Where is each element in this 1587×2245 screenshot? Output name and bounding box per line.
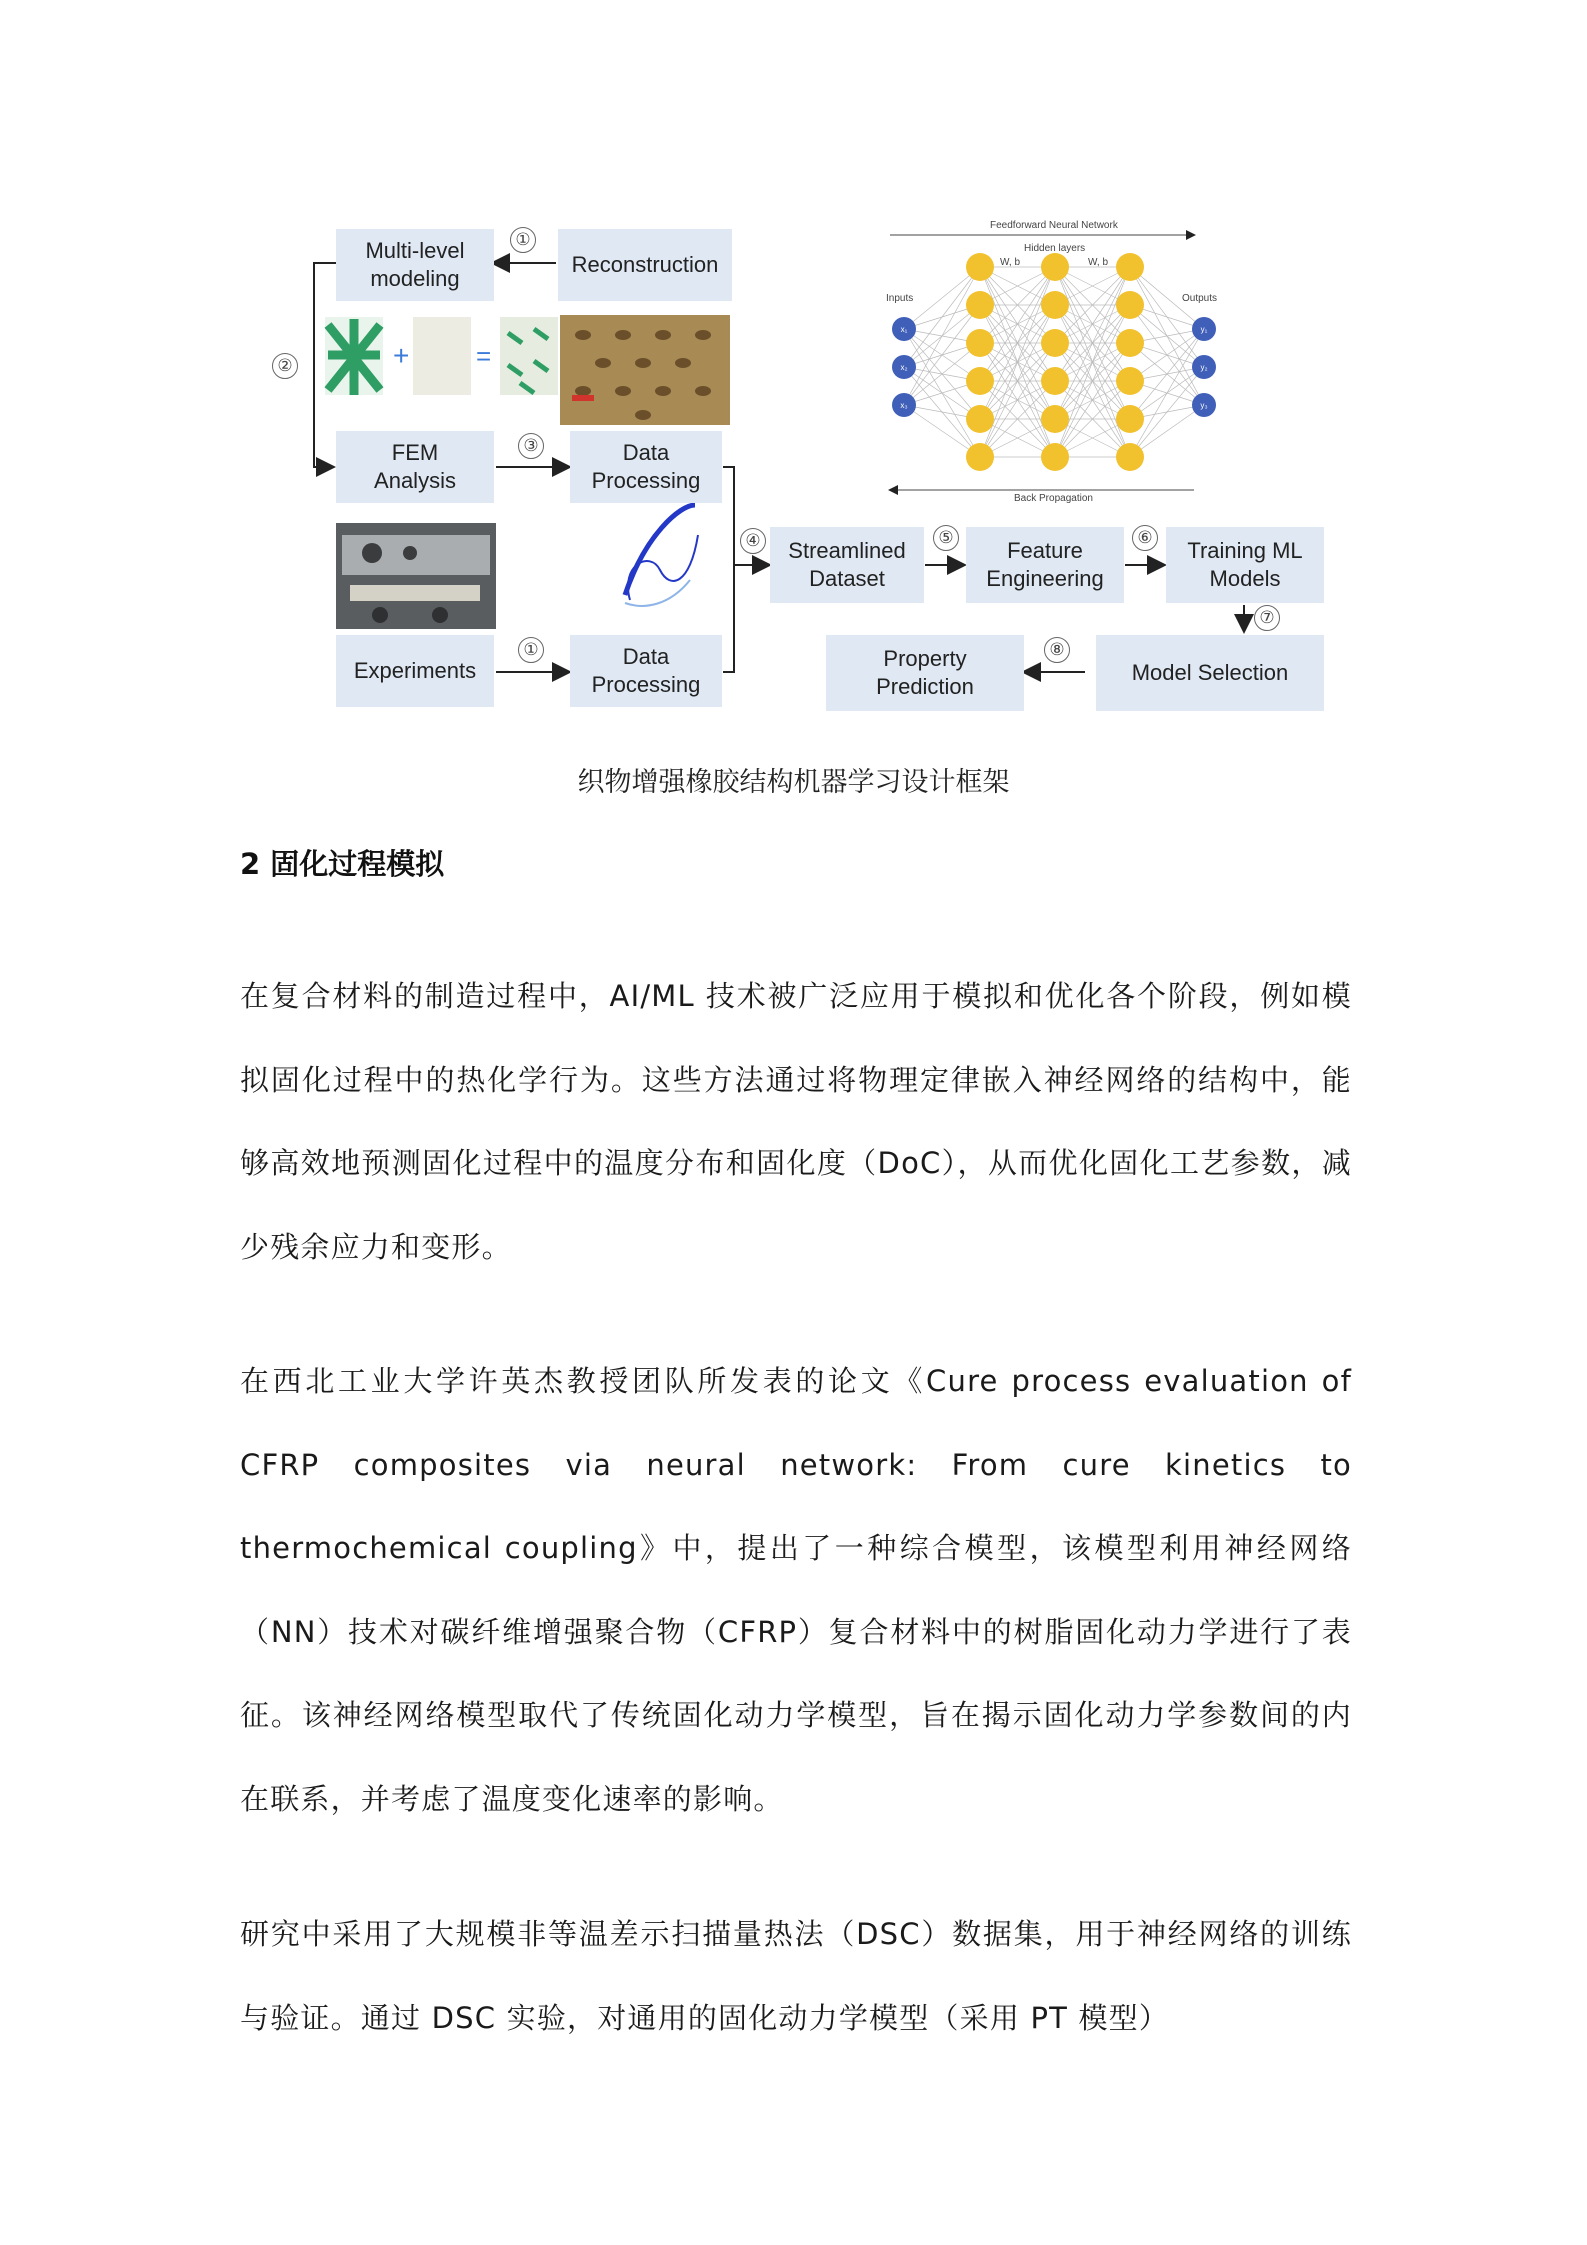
paragraph: 研究中采用了大规模非等温差示扫描量热法（DSC）数据集，用于神经网络的训练与验证。通过 DSC 实验，对通用的固化动力学模型（采用 PT 模型） [240,1917,1352,2035]
nn-hidden-node [1041,443,1069,471]
nn-hidden-label: Hidden layers [1024,243,1086,254]
nn-hidden-node [966,443,994,471]
nn-hidden-node [1041,329,1069,357]
nn-hidden-node [1041,367,1069,395]
paragraph: 在复合材料的制造过程中，AI/ML 技术被广泛应用于模拟和优化各个阶段，例如模拟固化过程中的热化学行为。这些方法通过将物理定律嵌入神经网络的结构中，能够高效地预测固化过程中的温度分布和固化度（DoC），从而优化固化工艺参数，减少残余应力和变形。 [240,979,1352,1264]
nn-inputs-label: Inputs [886,293,914,304]
nn-input-label: x₃ [900,401,908,410]
fabric-composition-illustration [325,317,558,395]
nn-input-label: x₁ [900,325,908,334]
nn-backprop-label: Back Propagation [1014,493,1093,504]
reconstruction-box: Reconstruction [558,229,732,301]
curve-plot [625,505,698,606]
nn-hidden-node [1041,291,1069,319]
step-number: ⑦ [1254,605,1280,631]
nn-outputs-label: Outputs [1182,293,1218,304]
step-number: ① [518,637,544,663]
nn-hidden-node [966,405,994,433]
experiments-box: Experiments [336,635,494,707]
nn-hidden-node [966,367,994,395]
nn-hidden-node [1116,405,1144,433]
nn-hidden-node [966,329,994,357]
multilevel-modeling-box: Multi-level modeling [336,229,494,301]
nn-hidden-node [1116,329,1144,357]
data-processing-box-2: Data Processing [570,635,722,707]
figure-caption: 织物增强橡胶结构机器学习设计框架 [577,767,1010,798]
step-number: ① [510,227,536,253]
streamlined-dataset-box: Streamlined Dataset [770,527,924,603]
nn-hidden-node [1116,367,1144,395]
svg-text:+: + [393,340,410,371]
nn-output-label: y₃ [1200,401,1208,410]
reconstruction-image [560,315,730,425]
nn-hidden-node [1041,253,1069,281]
nn-output-label: y₂ [1200,363,1208,372]
nn-hidden-node [966,291,994,319]
nn-input-label: x₂ [900,363,908,372]
paragraph: 在西北工业大学许英杰教授团队所发表的论文《Cure process evaluation of CFRP composites via neural network: From cure kinetics to thermochemical coupling》中，提出了一种综合模型，该模型利用神经网络（NN）技术对碳纤维增强聚合物（CFRP）复合材料中的树脂固化动力学进行了表征。该神经网络模型取代了传统固化动力学模型，旨在揭示固化动力学参数间的内在联系，并考虑了温度变化速率的影响。 [240,1364,1352,1816]
fem-analysis-box: FEM Analysis [336,431,494,503]
nn-hidden-node [1116,253,1144,281]
nn-output-label: y₁ [1200,325,1208,334]
property-prediction-box: Property Prediction [826,635,1024,711]
step-number: ⑧ [1044,637,1070,663]
step-number: ③ [518,433,544,459]
neural-network-diagram [890,235,1216,490]
feature-engineering-box: Feature Engineering [966,527,1124,603]
nn-wb-label: W, b [1088,257,1109,268]
training-ml-box: Training ML Models [1166,527,1324,603]
step-number: ⑤ [933,525,959,551]
nn-title: Feedforward Neural Network [990,220,1118,231]
data-processing-box-1: Data Processing [570,431,722,503]
ml-framework-figure [250,205,1350,725]
model-selection-box: Model Selection [1096,635,1324,711]
nn-hidden-node [1116,291,1144,319]
section-heading: 2 固化过程模拟 [240,847,445,881]
svg-text:=: = [476,341,492,371]
step-number: ② [272,353,298,379]
experiment-photo [336,523,496,629]
step-number: ④ [740,528,766,554]
nn-hidden-node [966,253,994,281]
nn-hidden-node [1116,443,1144,471]
nn-hidden-node [1041,405,1069,433]
nn-wb-label: W, b [1000,257,1021,268]
step-number: ⑥ [1132,525,1158,551]
